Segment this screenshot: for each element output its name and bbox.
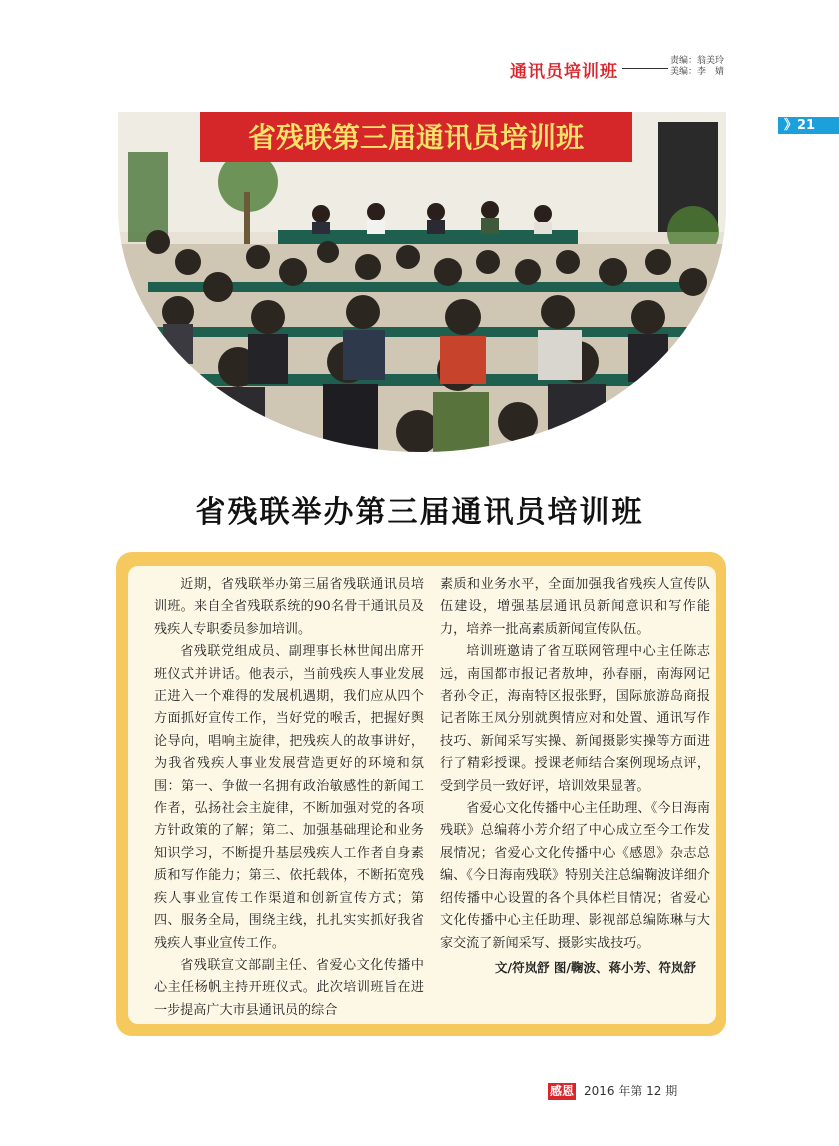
byline: 文/符岚舒 图/鞠波、蒋小芳、符岚舒 bbox=[495, 959, 696, 975]
meeting-photo bbox=[118, 112, 726, 452]
page-number-tab: 》21 bbox=[778, 117, 839, 134]
article-column-1 bbox=[154, 574, 424, 1022]
header-rule bbox=[622, 68, 668, 69]
paragraph: 省爱心文化传播中心主任助理、《今日海南残联》总编蒋小芳介绍了中心成立至今工作发展情况；省爱心文化传播中心《感恩》杂志总编、《今日海南残联》特别关注总编鞠波详细介绍传播中心设置的各个具体栏目情况；省爱心文化传播中心主任助理、影视部总编陈琳与大家交流了新闻采写、摄影实战技巧。 bbox=[440, 801, 710, 951]
section-title: 通讯员培训班 bbox=[510, 62, 618, 82]
editor-line: 责编：翁美玲 bbox=[670, 56, 725, 66]
issue-label: 2016 年第 12 期 bbox=[584, 1084, 678, 1098]
paragraph: 省残联宣文部副主任、省爱心文化传播中心主任杨帆主持开班仪式。此次培训班旨在进一步提高广大市县通讯员的综合 bbox=[154, 957, 424, 1018]
paragraph: 培训班邀请了省互联网管理中心主任陈志远，南国都市报记者敖坤，孙春丽，南海网记者孙令正，海南特区报张野，国际旅游岛商报记者陈王凤分别就舆情应对和处置、通讯写作技巧、新闻采写实操、新闻摄影实操等方面进行了精彩授课。授课老师结合案例现场点评，受到学员一致好评，培训效果显著。 bbox=[440, 644, 710, 794]
article-title: 省残联举办第三届通讯员培训班 bbox=[195, 495, 644, 530]
editor-credits bbox=[670, 56, 724, 78]
designer-line: 美编：李 婧 bbox=[670, 67, 725, 77]
article-column-2 bbox=[440, 574, 710, 979]
paragraph: 省残联党组成员、副理事长林世闻出席开班仪式并讲话。他表示，当前残疾人事业发展正进入一个难得的发展机遇期，我们应从四个方面抓好宣传工作，当好党的喉舌，把握好舆论导向，唱响主旋律，把残疾人的故事讲好，为我省残疾人事业发展营造更好的环境和氛围：第一、争做一名拥有政治敏感性的新闻工作者，弘扬社会主旋律，不断加强对党的各项方针政策的了解；第二、加强基础理论和业务知识学习，不断提升基层残疾人工作者自身素质和写作能力；第三、依托载体，不断拓宽残疾人事业宣传工作渠道和创新宣传方式；第四、服务全局，围绕主线，扎扎实实抓好我省残疾人事业宣传工作。 bbox=[154, 644, 424, 951]
paragraph: 近期，省残联举办第三届省残联通讯员培训班。来自全省残联系统的90名骨干通讯员及残疾人专职委员参加培训。 bbox=[154, 577, 424, 637]
magazine-logo: 感恩 bbox=[549, 1084, 574, 1098]
banner-text: 省残联第三届通讯员培训班 bbox=[247, 121, 585, 154]
paragraph-continued: 素质和业务水平，全面加强我省残疾人宣传队伍建设，增强基层通讯员新闻意识和写作能力，培养一批高素质新闻宣传队伍。 bbox=[440, 577, 710, 637]
